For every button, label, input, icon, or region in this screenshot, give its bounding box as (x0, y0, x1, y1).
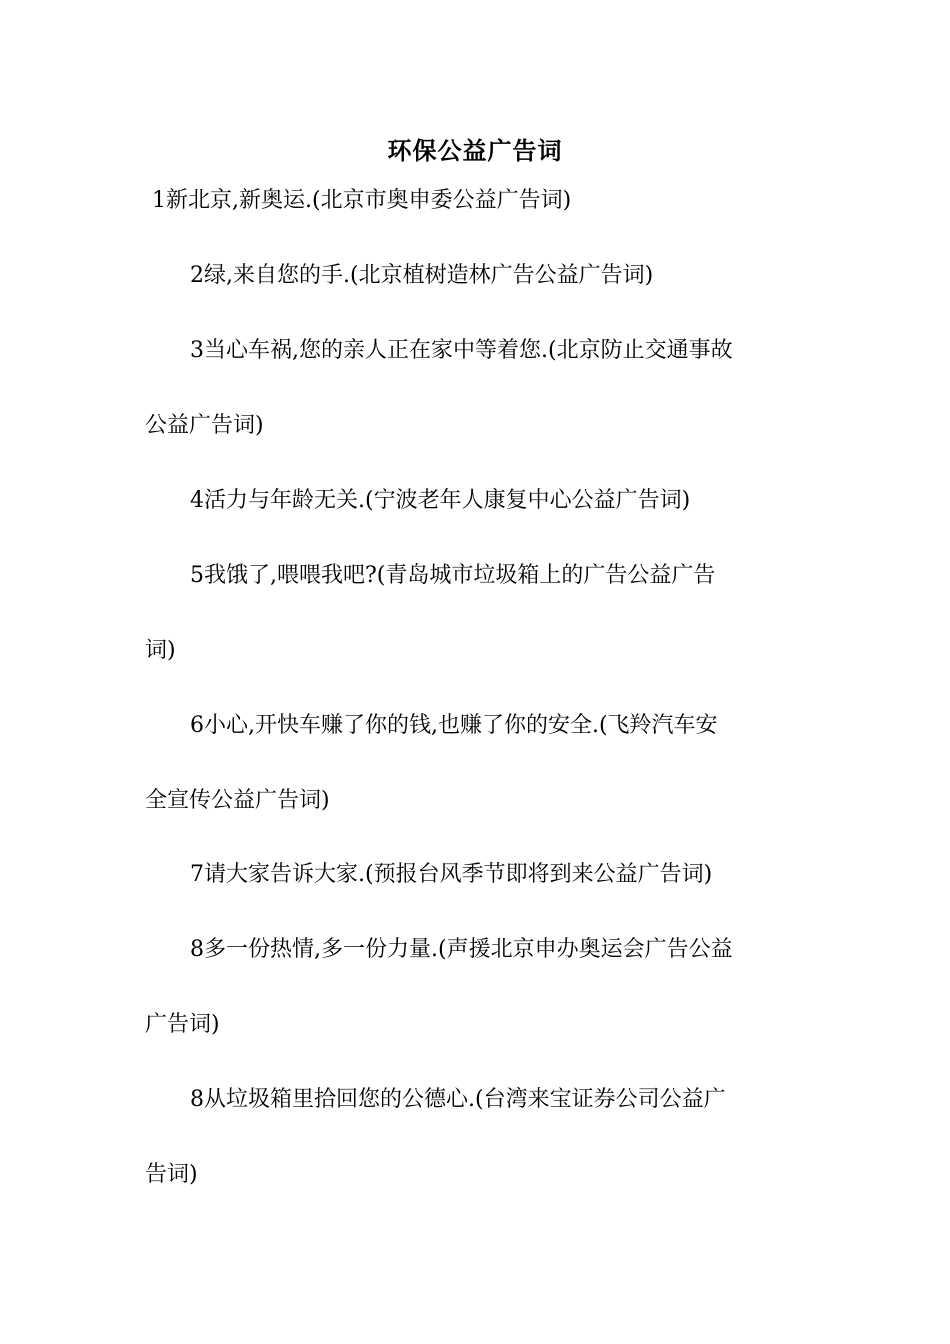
slogan-line-5-continued: 词) (145, 638, 176, 663)
slogan-line-6-continued: 全宣传公益广告词) (145, 788, 330, 813)
slogan-line-4: 4活力与年龄无关.(宁波老年人康复中心公益广告词) (190, 488, 691, 513)
slogan-line-2: 2绿,来自您的手.(北京植树造林广告公益广告词) (190, 263, 654, 288)
slogan-line-6: 6小心,开快车赚了你的钱,也赚了你的安全.(飞羚汽车安 (190, 713, 718, 738)
slogan-line-5: 5我饿了,喂喂我吧?(青岛城市垃圾箱上的广告公益广告 (190, 563, 716, 588)
slogan-line-8-continued: 广告词) (145, 1012, 220, 1037)
slogan-line-7: 7请大家告诉大家.(预报台风季节即将到来公益广告词) (190, 862, 713, 887)
slogan-line-1: 1新北京,新奥运.(北京市奥申委公益广告词) (152, 188, 572, 213)
slogan-line-3-continued: 公益广告词) (145, 413, 264, 438)
slogan-line-8: 8多一份热情,多一份力量.(声援北京申办奥运会广告公益 (190, 937, 733, 962)
slogan-line-3: 3当心车祸,您的亲人正在家中等着您.(北京防止交通事故 (190, 338, 733, 363)
slogan-line-9-continued: 告词) (145, 1162, 198, 1187)
slogan-line-9: 8从垃圾箱里拾回您的公德心.(台湾来宝证券公司公益广 (190, 1087, 726, 1112)
document-title: 环保公益广告词 (387, 136, 563, 165)
